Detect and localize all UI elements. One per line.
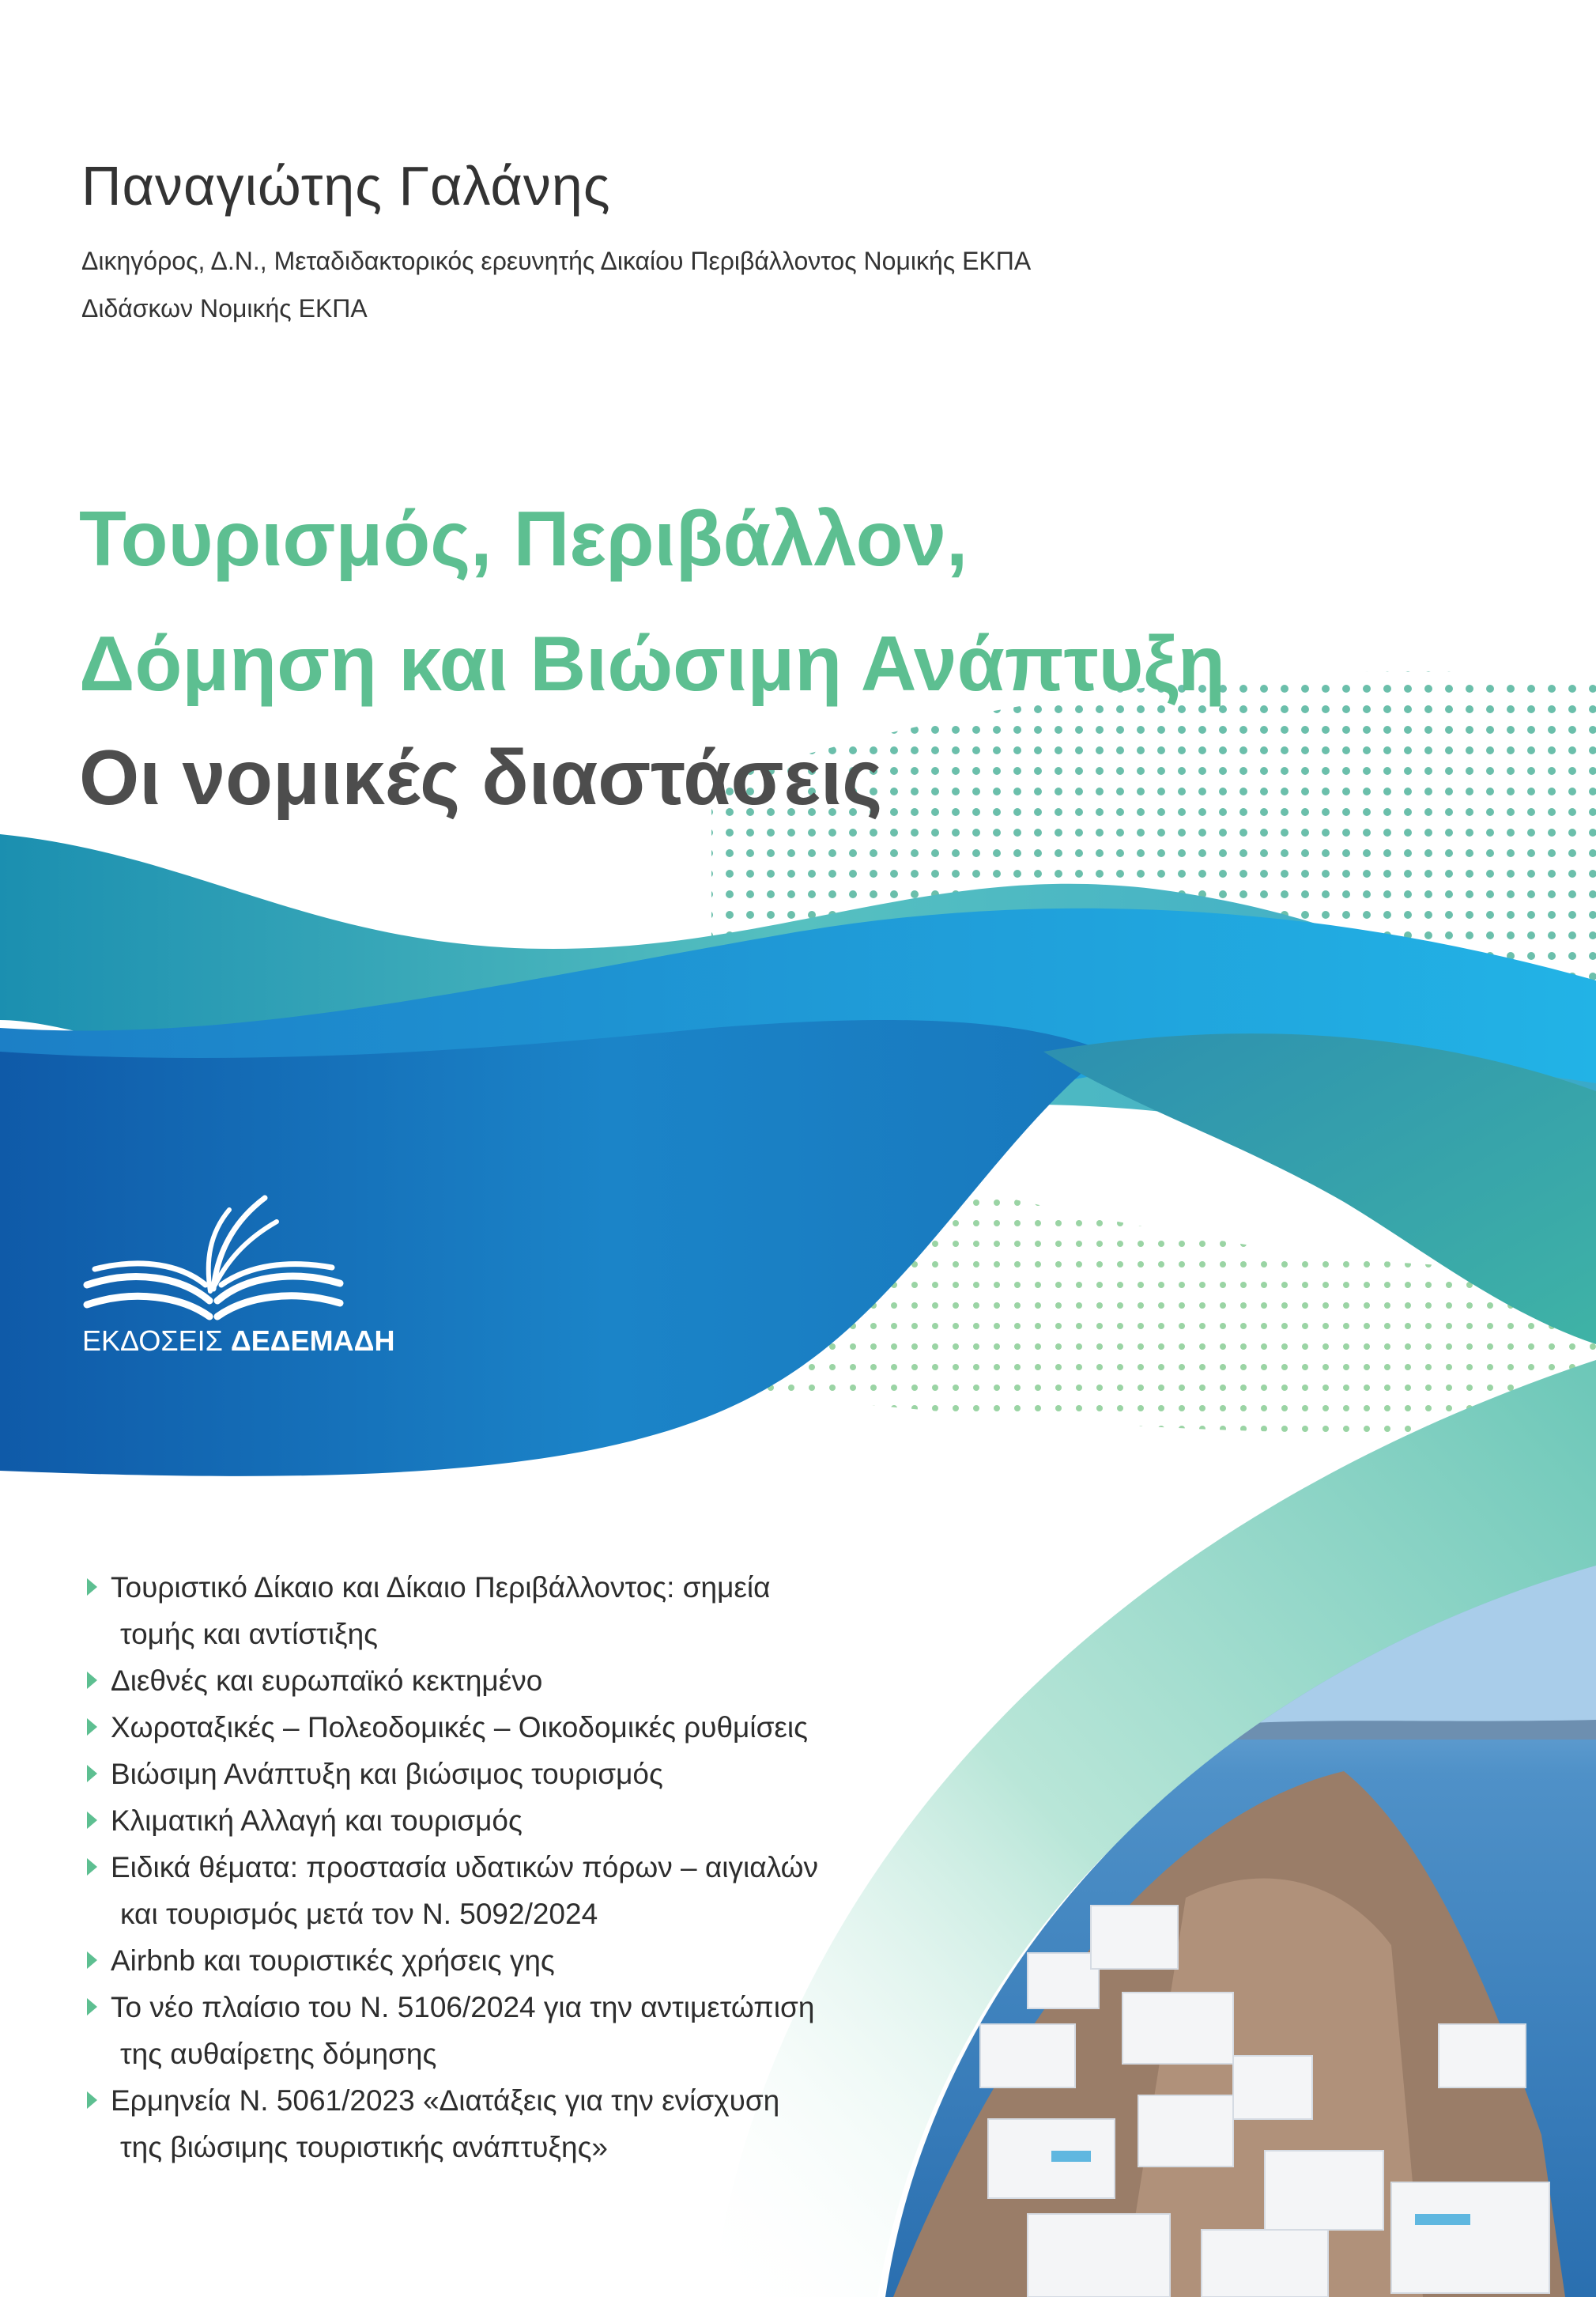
topics-list [87, 1564, 925, 2170]
list-item-text: της βιώσιμης τουριστικής ανάπτυξης» [120, 2131, 609, 2163]
author-name: Παναγιώτης Γαλάνης [81, 155, 611, 217]
list-item-text: και τουρισμός μετά τον Ν. 5092/2024 [120, 1898, 598, 1930]
publisher-name [82, 1324, 395, 1358]
list-item-text: Διεθνές και ευρωπαϊκό κεκτημένο [111, 1664, 543, 1697]
triangle-bullet-icon [87, 1812, 97, 1829]
list-item-text: Το νέο πλαίσιο του Ν. 5106/2024 για την αντιμετώπιση [111, 1991, 815, 2023]
triangle-bullet-icon [87, 1718, 97, 1736]
publisher-brand: ΔΕΔΕΜΑΔΗ [230, 1324, 395, 1357]
book-title-line-1: Τουρισμός, Περιβάλλον, [79, 495, 968, 582]
list-item [87, 1844, 925, 1937]
triangle-bullet-icon [87, 2091, 97, 2109]
author-credential: Δικηγόρος, Δ.Ν., Μεταδιδακτορικός ερευνητής Δικαίου Περιβάλλοντος Νομικής ΕΚΠΑ [81, 247, 1032, 275]
list-item [87, 1937, 925, 1984]
list-item-text: Ερμηνεία Ν. 5061/2023 «Διατάξεις για την ενίσχυση [111, 2084, 780, 2117]
triangle-bullet-icon [87, 1951, 97, 1969]
author-credential: Διδάσκων Νομικής ΕΚΠΑ [81, 294, 368, 323]
triangle-bullet-icon [87, 1765, 97, 1782]
list-item-text: Τουριστικό Δίκαιο και Δίκαιο Περιβάλλοντος: σημεία [111, 1571, 771, 1604]
list-item-text: της αυθαίρετης δόμησης [120, 2038, 437, 2070]
list-item [87, 1704, 925, 1751]
list-item-text: Ειδικά θέματα: προστασία υδατικών πόρων – αιγιαλών [111, 1851, 818, 1883]
list-item [87, 1657, 925, 1704]
triangle-bullet-icon [87, 1858, 97, 1876]
book-title-line-2: Δόμηση και Βιώσιμη Ανάπτυξη [79, 620, 1225, 707]
list-item-text: Χωροταξικές – Πολεοδομικές – Οικοδομικές ρυθμίσεις [111, 1711, 808, 1744]
list-item [87, 1751, 925, 1797]
list-item [87, 1984, 925, 2077]
list-item-text: τομής και αντίστιξης [120, 1618, 378, 1650]
list-item-text: Κλιματική Αλλαγή και τουρισμός [111, 1804, 523, 1837]
triangle-bullet-icon [87, 1578, 97, 1596]
publisher-prefix: ΕΚΔΟΣΕΙΣ [82, 1324, 223, 1357]
list-item [87, 2077, 925, 2170]
list-item-text: Βιώσιμη Ανάπτυξη και βιώσιμος τουρισμός [111, 1758, 663, 1790]
open-book-logo-icon [79, 1190, 348, 1324]
book-subtitle: Οι νομικές διαστάσεις [79, 734, 883, 821]
triangle-bullet-icon [87, 1998, 97, 2016]
list-item [87, 1797, 925, 1844]
triangle-bullet-icon [87, 1672, 97, 1689]
list-item [87, 1564, 925, 1657]
list-item-text: Airbnb και τουριστικές χρήσεις γης [111, 1944, 555, 1977]
